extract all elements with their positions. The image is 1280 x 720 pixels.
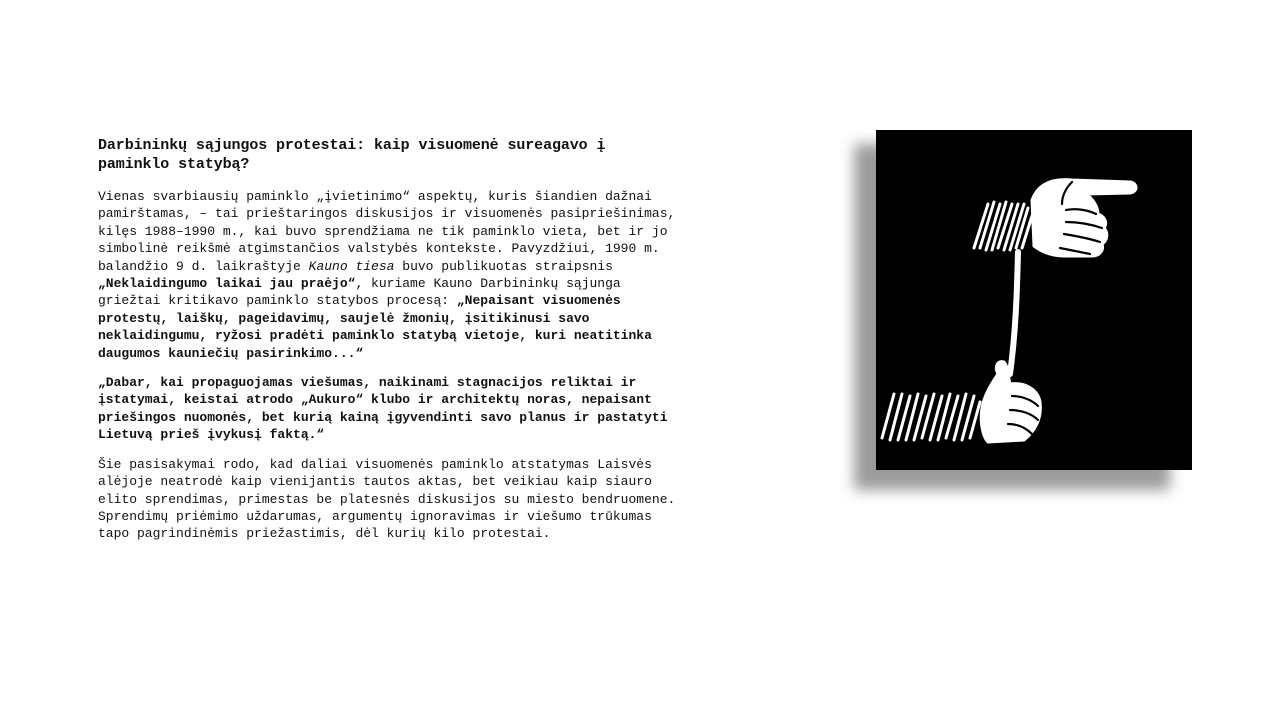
slide-text-column	[98, 136, 678, 555]
paragraph-intro-text: Vienas svarbiausių paminklo „įvietinimo“ aspektų, kuris šiandien dažnai pamirštamas, – tai prieštaringos diskusijos ir visuomenės pasipriešinimas, kilęs 1988–1990 m., kai buvo sprendžiama ne tik paminklo vieta, bet ir jo simbolinė reikšmė atgimstančios valstybės kontekste. Pavyzdžiui, 1990 m. balandžio 9 d. laikraštyje	[98, 189, 676, 274]
paragraph-intro-text-3: , kuriame Kauno Darbininkų sąjunga griežtai kritikavo paminklo statybos procesą:	[98, 276, 621, 309]
hands-pulling-rope-icon	[876, 130, 1192, 470]
paragraph-intro-text-2: buvo publikuotas straipsnis	[394, 258, 613, 274]
paragraph-intro	[98, 188, 678, 362]
upper-hand	[1032, 180, 1136, 256]
upper-sleeve-hatching	[974, 202, 1032, 250]
rope	[1010, 252, 1018, 374]
lower-sleeve-hatching	[882, 394, 980, 440]
illustration-frame	[876, 130, 1192, 470]
article-title: „Neklaidingumo laikai jau praėjo“	[98, 276, 356, 292]
paragraph-conclusion: Šie pasisakymai rodo, kad daliai visuomenės paminklo atstatymas Laisvės alėjoje neatrodė kaip vienijantis tautos aktas, bet veikiau kaip siauro elito sprendimas, primestas be platesnės diskusijos su miesto bendruomene. Sprendimų priėmimo uždarumas, argumentų ignoravimas ir viešumo trūkumas tapo pagrindinėmis priežastimis, dėl kurių kilo protestai.	[98, 456, 676, 542]
slide-heading: Darbininkų sąjungos protestai: kaip visuomenė sureagavo į paminklo statybą?	[98, 137, 606, 173]
paragraph-quote: „Dabar, kai propaguojamas viešumas, naikinami stagnacijos reliktai ir įstatymai, keistai atrodo „Aukuro“ klubo ir architektų noras, nepaisant priešingos nuomonės, bet kurią kainą įgyvendinti savo planus ir pastatyti Lietuvą prieš įvykusį faktą.“	[98, 375, 668, 443]
newspaper-name: Kauno tiesa	[308, 258, 395, 274]
illustration-panel	[876, 130, 1192, 470]
protest-quote: „Nepaisant visuomenės protestų, laiškų, pageidavimų, saujelė žmonių, įsitikinusi savo neklaidingumu, ryžosi pradėti paminklo statybą vietoje, kuri neatitinka daugumos kauniečių pasirinkimo...“	[98, 293, 652, 361]
